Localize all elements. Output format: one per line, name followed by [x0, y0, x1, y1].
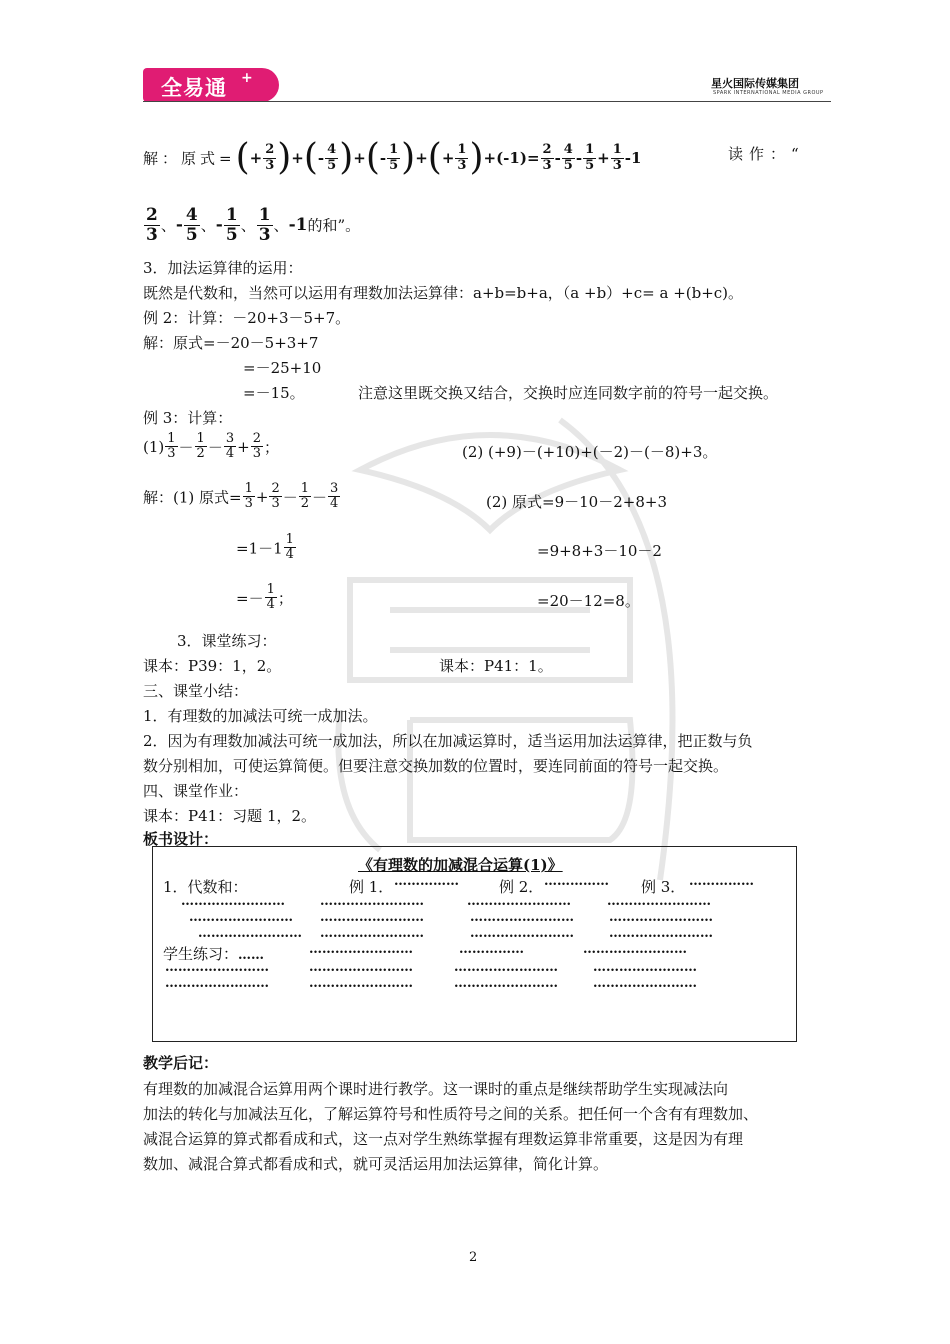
logo-text: 全易通 [161, 76, 227, 100]
solution1-line: 解：原式=(+ $\frac{2}{3}$ )+(- $\frac{4}{5}$ )+(- $\frac{1}{5}$ )+(+ $\frac{1}{3}$ )+(-1)= $\frac{2}{3}$ - $\frac{4}{5}$ - $\frac{1}{5}$ + $\frac{1}{3}$ -1 [143, 137, 642, 178]
board-heading: 板书设计： [143, 830, 219, 848]
postscript-line2: 加法的转化与加减法互化，了解运算符号和性质符号之间的关系。把任何一个含有有理数加、 [143, 1105, 759, 1123]
board-col4: 例 3． [641, 878, 686, 896]
board-title: 《有理数的加减混合运算(1)》 [358, 856, 563, 874]
postscript-line4: 数加、减混合算式都看成和式，就可灵活运用加法运算律，简化计算。 [143, 1155, 609, 1173]
example3-q1: (1) $\frac{1}{3}$ － $\frac{1}{2}$ － $\frac{3}{4}$ + $\frac{2}{3}$ ； [143, 431, 279, 462]
summary-p1: 1．有理数的加减法可统一成加法。 [143, 707, 378, 725]
solution1-line2: $\frac{2}{3}$ 、- $\frac{4}{5}$ 、- $\frac{1}{5}$ 、 $\frac{1}{3}$ 、-1的和”。 [146, 205, 361, 245]
logo-star-icon: + [241, 70, 253, 86]
postscript-line1: 有理数的加减混合运算用两个课时进行教学。这一课时的重点是继续帮助学生实现减法向 [143, 1080, 729, 1098]
practice-title: 3．课堂练习： [177, 632, 277, 650]
read-as-label: 读作：“ [728, 145, 805, 163]
example2-step3: =－15。 [243, 384, 305, 402]
example3-s2-line2: =9+8+3－10－2 [537, 542, 662, 560]
board-col1: 1．代数和： [163, 878, 248, 896]
example3-title: 例 3：计算： [143, 409, 233, 427]
example2-step2: =－25+10 [243, 359, 322, 377]
postscript-title: 教学后记： [143, 1054, 219, 1072]
board-col2: 例 1． [349, 878, 394, 896]
summary-p2b: 数分别相加，可使运算简便。但要注意交换加数的位置时，要连同前面的符号一起交换。 [143, 757, 729, 775]
brand-name-en: SPARK INTERNATIONAL MEDIA GROUP [713, 90, 824, 96]
postscript-line3: 减混合运算的算式都看成和式，这一点对学生熟练掌握有理数运算非常重要，这是因为有理 [143, 1130, 744, 1148]
summary-p2a: 2．因为有理数加减法可统一成加法，所以在加减运算时，适当运用加法运算律，把正数与负 [143, 732, 753, 750]
header-divider [143, 101, 831, 102]
section3-title: 3．加法运算律的运用： [143, 259, 303, 277]
example2-title: 例 2：计算：－20+3－5+7。 [143, 309, 351, 327]
example3-q2: (2) (+9)－(+10)+(－2)－(－8)+3。 [462, 443, 718, 461]
board-practice: 学生练习：…… [163, 945, 265, 963]
section3-text: 既然是代数和，当然可以运用有理数加法运算律：a+b=b+a，（a +b）+c= a +(b+c)。 [143, 284, 744, 302]
homework-title: 四、课堂作业： [143, 782, 249, 800]
example2-note: 注意这里既交换又结合，交换时应连同数字前的符号一起交换。 [358, 384, 779, 402]
example3-s1-line2: =1－1 $\frac{1}{4}$ [236, 532, 294, 563]
homework-text: 课本：P41：习题 1，2。 [143, 807, 317, 825]
practice-left: 课本：P39：1，2。 [143, 657, 282, 675]
example3-s2-line3: =20－12=8。 [537, 592, 640, 610]
summary-title: 三、课堂小结： [143, 682, 249, 700]
page-number: 2 [469, 1250, 478, 1265]
board-col3: 例 2． [499, 878, 544, 896]
brand-name: 星火国际传媒集团 [711, 77, 799, 90]
example2-step1: 解：原式=－20－5+3+7 [143, 334, 319, 352]
example3-s2-line1: (2) 原式=9－10－2+8+3 [486, 493, 667, 511]
example3-s1-line1: 解：(1) 原式= $\frac{1}{3}$ + $\frac{2}{3}$ － $\frac{1}{2}$ － $\frac{3}{4}$ [143, 481, 339, 512]
example3-s1-line3: =－ $\frac{1}{4}$ ； [236, 582, 293, 613]
brand-logo [143, 68, 279, 102]
practice-right: 课本：P41：1。 [439, 657, 553, 675]
